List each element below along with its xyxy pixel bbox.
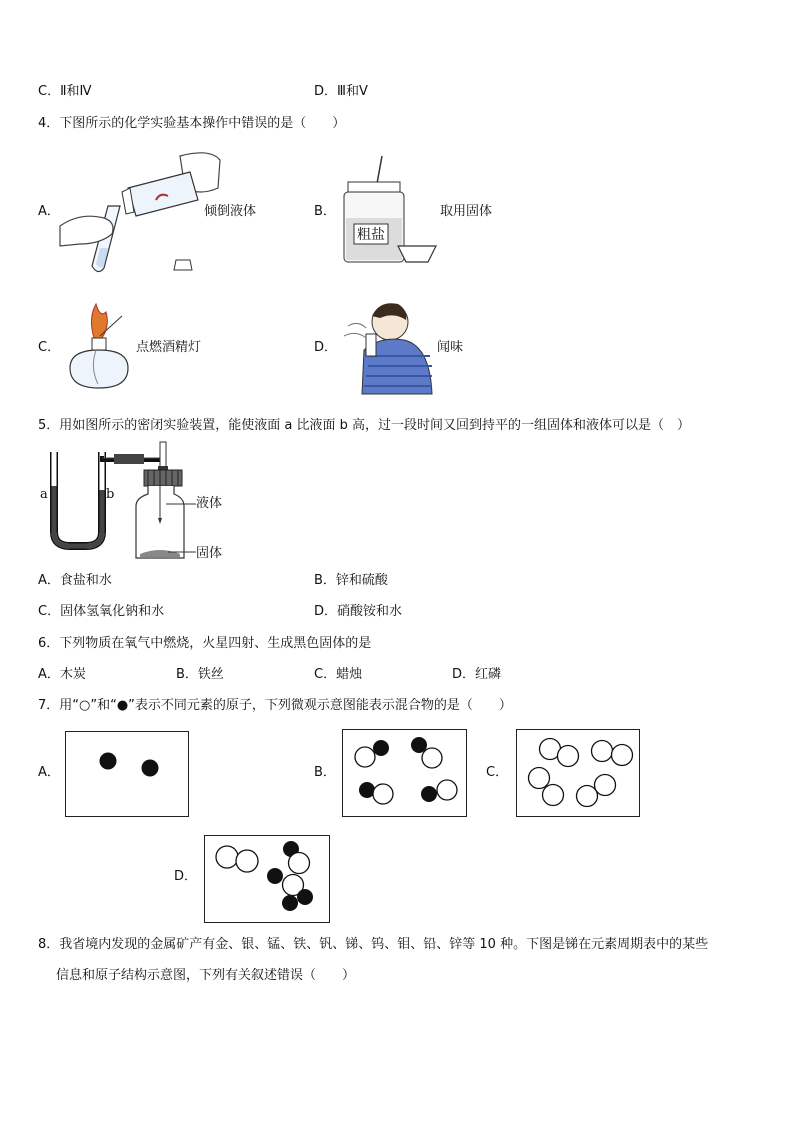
q7-stem: 7．用“○”和“●”表示不同元素的原子，下列微观示意图能表示混合物的是（ ） <box>38 698 512 713</box>
q4-option-a-caption: 倾倒液体 <box>204 204 257 219</box>
q8-stem-line1: 8．我省境内发现的金属矿产有金、银、锰、铁、钒、锑、钨、钼、铅、锌等 10 种。下图是锑在元素周期表中的某些 <box>38 937 709 952</box>
label-liquid: 液体 <box>196 496 223 511</box>
q4-option-a-letter: A． <box>38 204 60 219</box>
q3-option-c: C．Ⅱ和Ⅳ <box>38 84 92 99</box>
label-b: b <box>106 487 115 502</box>
q5-option-b: B．锌和硫酸 <box>314 573 388 588</box>
q6-option-d: D．红磷 <box>452 667 502 682</box>
pouring-liquid-illustration <box>60 148 220 278</box>
q4-option-b-letter: B． <box>314 204 336 219</box>
q4-option-c-letter: C． <box>38 340 61 355</box>
q7-option-b-letter: B． <box>314 765 336 780</box>
q6-option-a: A．木炭 <box>38 667 86 682</box>
label-solid: 固体 <box>196 546 223 561</box>
q6-option-c: C．蜡烛 <box>314 667 363 682</box>
smelling-illustration <box>340 296 436 396</box>
q4-stem: 4．下图所示的化学实验基本操作中错误的是（ ） <box>38 116 346 131</box>
q4-option-d-caption: 闻味 <box>437 340 464 355</box>
particle-box-d <box>204 835 330 923</box>
q4-option-d-letter: D． <box>314 340 338 355</box>
q5-option-c: C．固体氢氧化钠和水 <box>38 604 165 619</box>
q8-stem-line2: 信息和原子结构示意图，下列有关叙述错误（ ） <box>56 968 356 983</box>
q5-option-a: A．食盐和水 <box>38 573 112 588</box>
taking-solid-illustration <box>340 156 440 266</box>
q3-option-d: D．Ⅲ和Ⅴ <box>314 84 368 99</box>
q7-option-c-letter: C． <box>486 765 509 780</box>
particle-box-b <box>342 729 467 817</box>
q5-stem: 5．用如图所示的密闭实验装置，能使液面 a 比液面 b 高，过一段时间又回到持平的一组固体和液体可以是（ ） <box>38 418 691 433</box>
q4-option-c-caption: 点燃酒精灯 <box>136 340 202 355</box>
alcohol-lamp-illustration <box>60 298 140 392</box>
label-a: a <box>40 487 48 502</box>
particle-box-c <box>516 729 640 817</box>
jar-label: 粗盐 <box>357 227 385 243</box>
q7-option-a-letter: A． <box>38 765 60 780</box>
q6-stem: 6．下列物质在氧气中燃烧，火星四射、生成黑色固体的是 <box>38 636 372 651</box>
q5-option-d: D．硝酸铵和水 <box>314 604 403 619</box>
particle-box-a <box>65 731 189 817</box>
q7-option-d-letter: D． <box>174 869 198 884</box>
q4-option-b-caption: 取用固体 <box>440 204 493 219</box>
q6-option-b: B．铁丝 <box>176 667 224 682</box>
